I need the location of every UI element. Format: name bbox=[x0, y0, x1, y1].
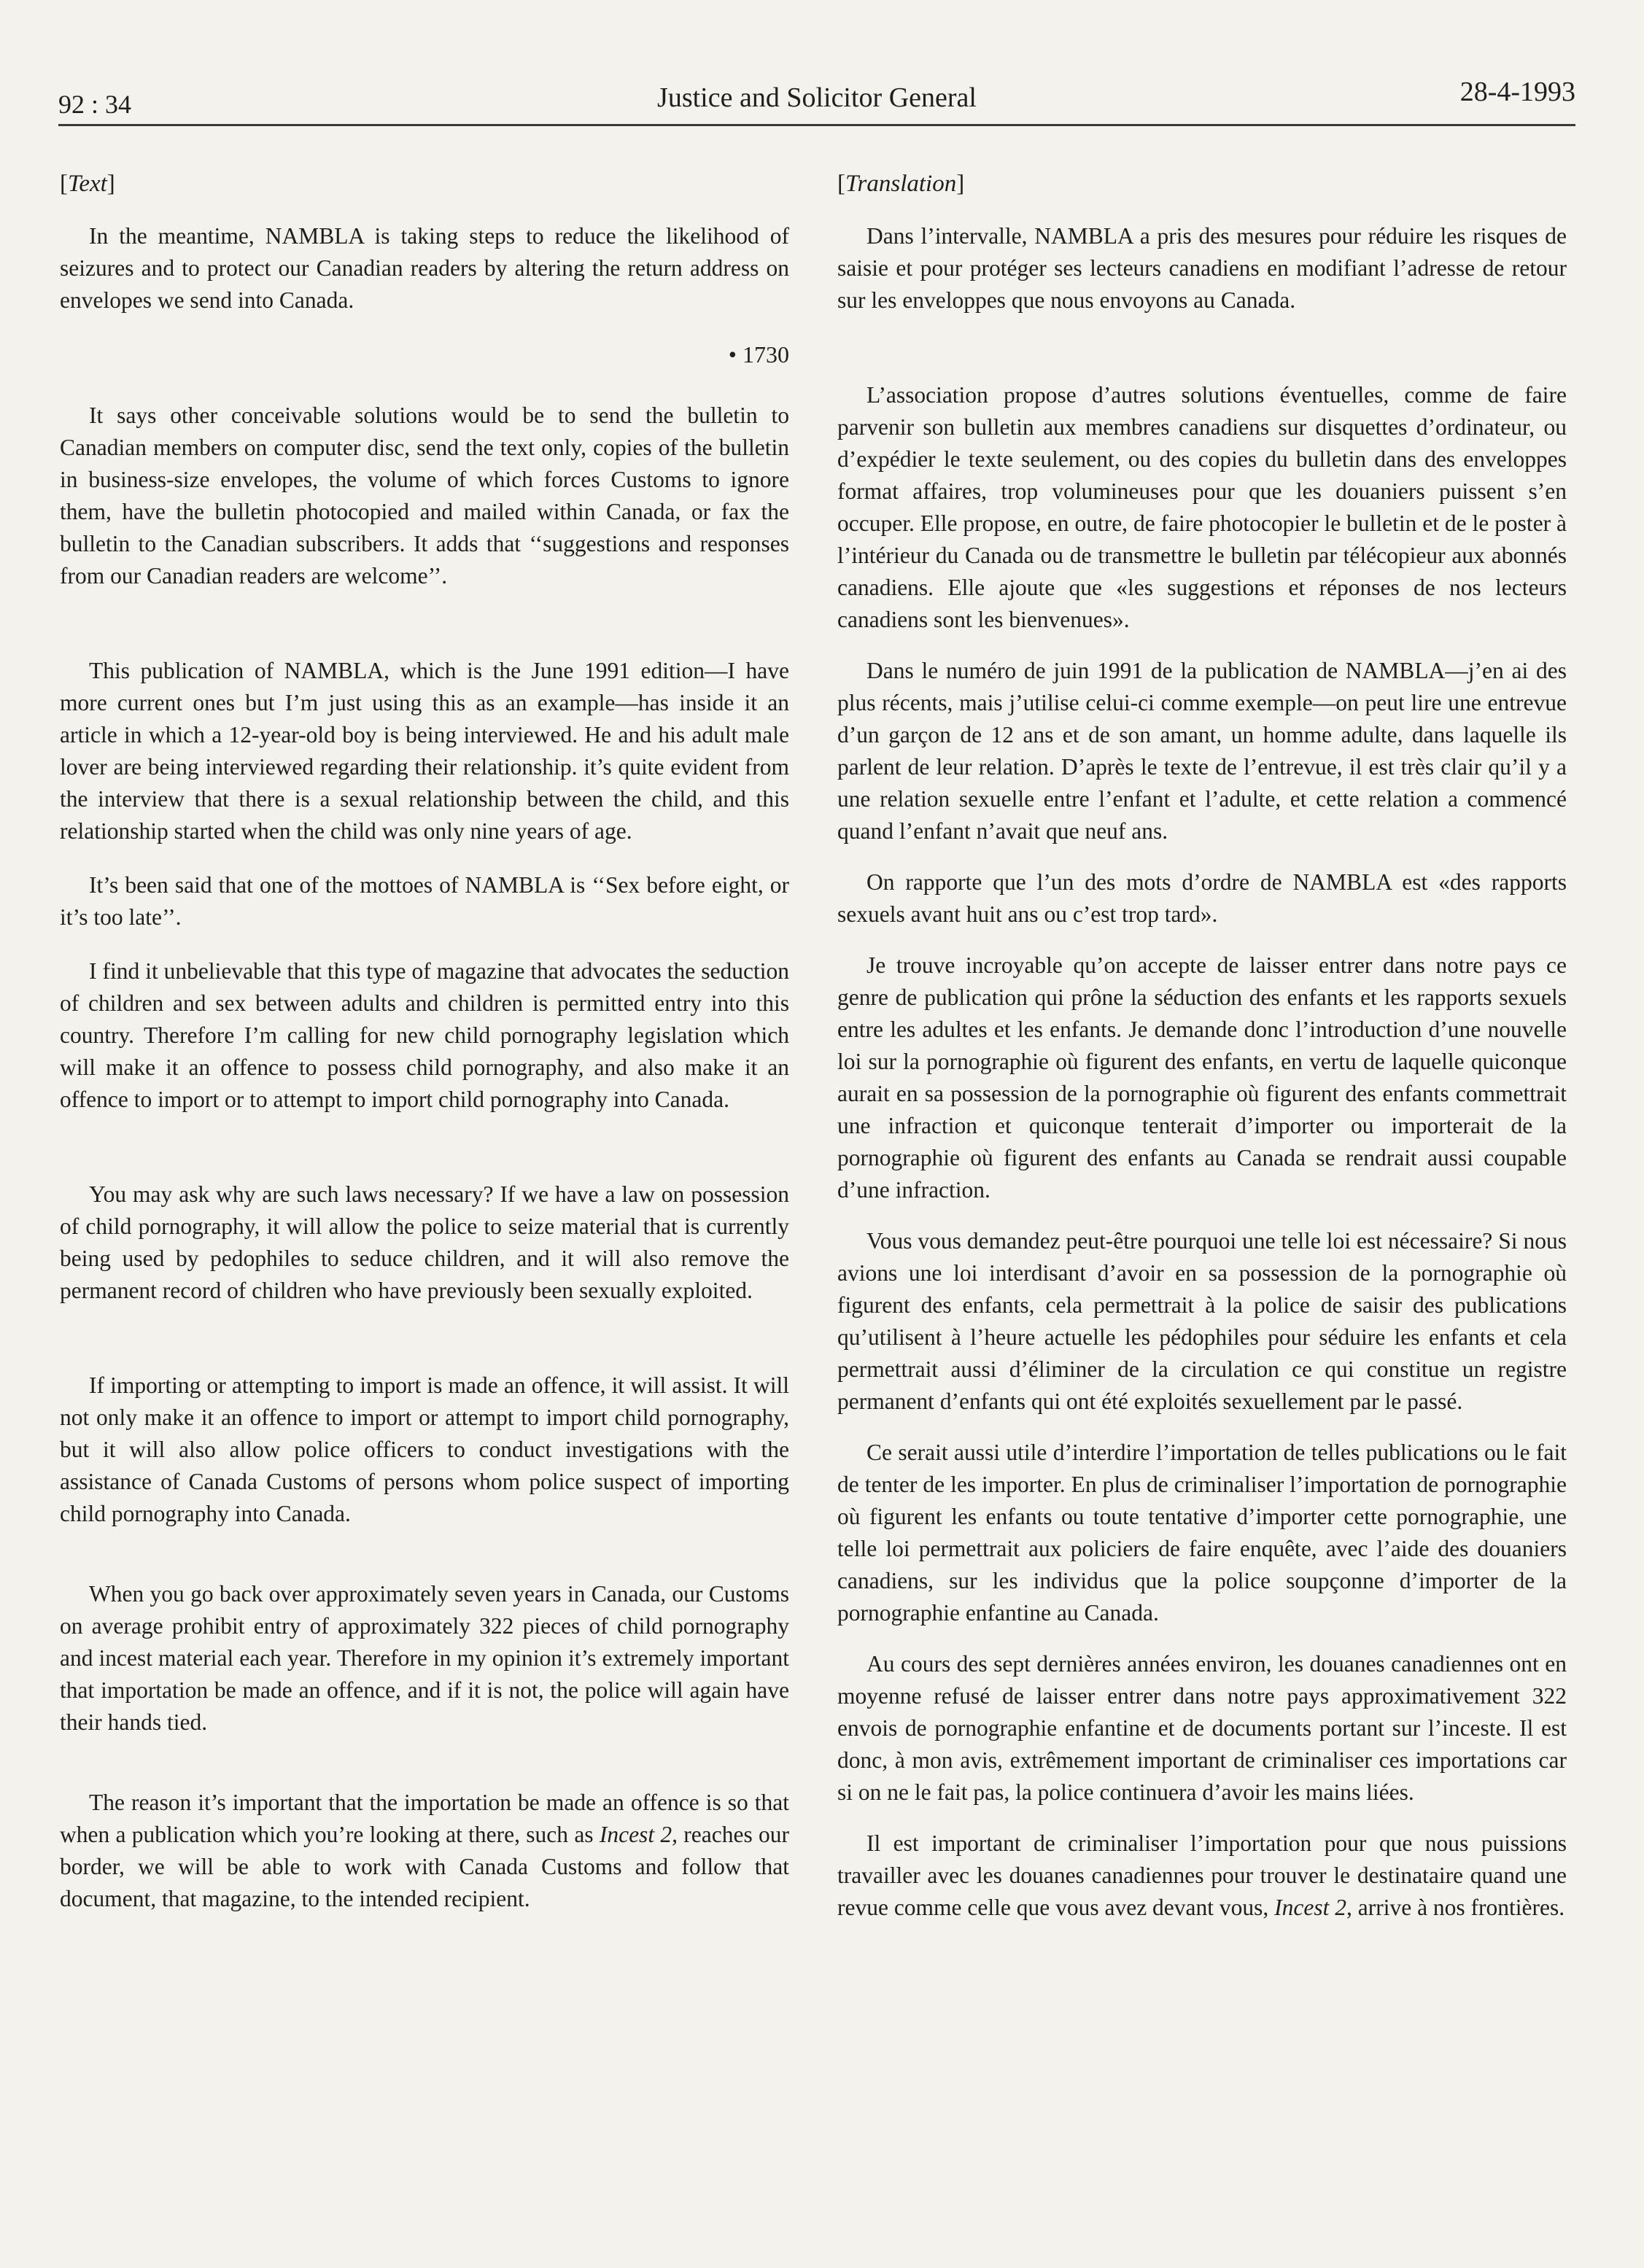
paragraph-text: , arrive à nos frontières. bbox=[1346, 1895, 1565, 1920]
paragraph-text: Il est important de criminaliser l’importation pour que nous puissions travailler avec les douanes canadiennes pour trouver le destinataire quand une revue comme celle que vous avez devant vous, bbox=[837, 1830, 1567, 1920]
paragraph bbox=[837, 1828, 1567, 1924]
publication-title: Incest 2, bbox=[599, 1822, 678, 1847]
page-reference: 92 : 34 bbox=[58, 90, 132, 119]
paragraph: When you go back over approximately seven years in Canada, our Customs on average prohibit entry of approximately 322 pieces of child pornography and incest material each year. Therefore in my opinion it’s extremely important that importation be made an offence, and if it is not, the police will again have their hands tied. bbox=[60, 1581, 789, 1735]
text-label bbox=[60, 168, 789, 200]
translation-label bbox=[837, 168, 1567, 200]
bracket-open: [ bbox=[837, 171, 845, 197]
paragraph: Ce serait aussi utile d’interdire l’importation de telles publications ou le fait de tenter de les importer. En plus de criminaliser l’importation de pornographie où figurent les enfants ou toute tentative d’importer cette pornographie, une telle loi permettrait aux policiers de faire enquête, avec l’aide des douaniers canadiens, sur les individus que la police soupçonne d’importer de la pornographie enfantine au Canada. bbox=[837, 1440, 1567, 1626]
bracket-open: [ bbox=[60, 171, 68, 197]
time-marker: • 1730 bbox=[728, 341, 789, 368]
paragraph: In the meantime, NAMBLA is taking steps to reduce the likelihood of seizures and to protect our Canadian readers by altering the return address on envelopes we send into Canada. bbox=[60, 223, 789, 313]
french-column bbox=[837, 168, 1567, 1943]
paragraph: Au cours des sept dernières années environ, les douanes canadiennes ont en moyenne refusé de laisser entrer dans notre pays approximativement 322 envois de pornographie enfantine et de documents portant sur l’inceste. Il est donc, à mon avis, extrêmement important de criminaliser ces importations car si on ne le fait pas, la police continuera d’avoir les mains liées. bbox=[837, 1651, 1567, 1805]
bracket-close: ] bbox=[106, 171, 115, 197]
paragraph: This publication of NAMBLA, which is the June 1991 edition—I have more current ones but I’m just using this as an example—has inside it an article in which a 12-year-old boy is being interviewed. He and his adult male lover are being interviewed regarding their relationship. it’s quite evident from the interview that there is a sexual relationship between the child, and this relationship started when the child was only nine years of age. bbox=[60, 658, 789, 844]
paragraph: Dans l’intervalle, NAMBLA a pris des mesures pour réduire les risques de saisie et pour protéger ses lecteurs canadiens en modifiant l’adresse de retour sur les enveloppes que nous envoyons au Canada. bbox=[837, 223, 1567, 313]
translation-label-word: Translation bbox=[845, 171, 957, 197]
paragraph: Je trouve incroyable qu’on accepte de laisser entrer dans notre pays ce genre de publication qui prône la séduction des enfants et les rapports sexuels entre les adultes et les enfants. Je demande donc l’introduction d’une nouvelle loi sur la pornographie où figurent des enfants, en vertu de laquelle quiconque aurait en sa possession de la pornographie où figurent des enfants commettrait une infraction et quiconque tenterait d’importer ou importerait de la pornographie où figurent des enfants au Canada se rendrait aussi coupable d’une infraction. bbox=[837, 952, 1567, 1203]
paragraph: I find it unbelievable that this type of magazine that advocates the seduction of children and sex between adults and children is permitted entry into this country. Therefore I’m calling for new child pornography legislation which will make it an offence to possess child pornography, and also make it an offence to import or to attempt to import child pornography into Canada. bbox=[60, 958, 789, 1112]
paragraph: L’association propose d’autres solutions éventuelles, comme de faire parvenir son bulletin aux membres canadiens sur disquettes d’ordinateur, ou d’expédier le texte seulement, ou des copies du bulletin dans des enveloppes format affaires, trop volumineuses pour que les douaniers puissent s’en occuper. Elle propose, en outre, de faire photocopier le bulletin et de le poster à l’intérieur du Canada ou de transmettre le bulletin par télécopieur aux abonnés canadiens. Elle ajoute que «les suggestions et réponses de nos lecteurs canadiens sont les bienvenues». bbox=[837, 382, 1567, 632]
page-header bbox=[58, 73, 1575, 126]
english-column bbox=[60, 168, 789, 1937]
paragraph: It’s been said that one of the mottoes of NAMBLA is ‘‘Sex before eight, or it’s too late’’. bbox=[60, 872, 789, 930]
paragraph: On rapporte que l’un des mots d’ordre de NAMBLA est «des rapports sexuels avant huit ans ou c’est trop tard». bbox=[837, 869, 1567, 927]
bracket-close: ] bbox=[956, 171, 965, 197]
paragraph bbox=[60, 1787, 789, 1915]
paragraph-text: The reason it’s important that the importation be made an offence is so that when a publication which you’re looking at there, such as bbox=[60, 1790, 789, 1847]
paragraph: Dans le numéro de juin 1991 de la publication de NAMBLA—j’en ai des plus récents, mais j’utilise celui-ci comme exemple—on peut lire une entrevue d’un garçon de 12 ans et de son amant, un homme adulte, dans laquelle ils parlent de leur relation. D’après le texte de l’entrevue, il est très clair qu’il y a une relation sexuelle entre l’enfant et l’adulte, et cette relation a commencé quand l’enfant n’avait que neuf ans. bbox=[837, 658, 1567, 844]
paragraph: You may ask why are such laws necessary? If we have a law on possession of child pornography, it will allow the police to seize material that is currently being used by pedophiles to seduce children, and it will also remove the permanent record of children who have previously been sexually exploited. bbox=[60, 1181, 789, 1303]
paragraph: If importing or attempting to import is made an offence, it will assist. It will not only make it an offence to import or attempt to import child pornography, but it will also allow police officers to conduct investigations with the assistance of Canada Customs of persons whom police suspect of importing child pornography into Canada. bbox=[60, 1372, 789, 1526]
paragraph-text: reaches our border, we will be able to work with Canada Customs and follow that document, that magazine, to the intended recipient. bbox=[60, 1822, 789, 1911]
running-title: Justice and Solicitor General bbox=[657, 82, 977, 113]
paragraph: It says other conceivable solutions would be to send the bulletin to Canadian members on computer disc, send the text only, copies of the bulletin in business-size envelopes, the volume of which forces Customs to ignore them, have the bulletin photocopied and mailed within Canada, or fax the bulletin to the Canadian subscribers. It adds that ‘‘suggestions and responses from our Canadian readers are welcome’’. bbox=[60, 403, 789, 589]
paragraph: Vous vous demandez peut-être pourquoi une telle loi est nécessaire? Si nous avions une loi interdisant d’avoir en sa possession de la pornographie où figurent des enfants, cela permettrait à la police de saisir des publications qu’utilisent à l’heure actuelle les pédophiles pour séduire les enfants et cela permettrait aussi d’éliminer de la circulation ce qui constitue un registre permanent d’enfants qui ont été exploités sexuellement par le passé. bbox=[837, 1228, 1567, 1414]
sitting-date: 28-4-1993 bbox=[1459, 77, 1575, 107]
publication-title: Incest 2 bbox=[1274, 1895, 1346, 1920]
text-label-word: Text bbox=[68, 171, 107, 197]
